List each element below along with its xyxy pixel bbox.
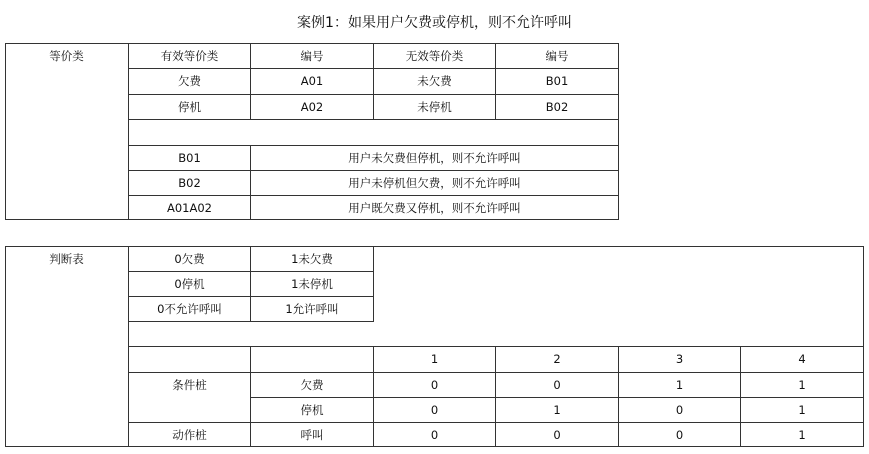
invalid-id-cell: B02 (545, 100, 569, 114)
invalid-id-cell: B01 (545, 74, 569, 88)
page-title: 案例1：如果用户欠费或停机，则不允许呼叫 (297, 15, 572, 31)
condition-value: 0 (675, 403, 684, 417)
action-value: 0 (430, 428, 439, 442)
condition-name: 停机 (300, 403, 324, 417)
action-value: 0 (675, 428, 684, 442)
header-invalid-id: 编号 (545, 49, 569, 63)
rule-column-header: 2 (553, 352, 561, 366)
header-valid-id: 编号 (300, 49, 324, 63)
rule-column-header: 4 (798, 352, 806, 366)
legend-zero: 0停机 (174, 277, 205, 291)
rule-column-header: 3 (675, 352, 684, 366)
table1-row-label: 等价类 (49, 49, 84, 63)
action-stub-label: 动作桩 (172, 428, 207, 442)
case-description: 用户未欠费但停机，则不允许呼叫 (348, 151, 521, 165)
condition-value: 1 (798, 378, 806, 392)
condition-name: 欠费 (300, 378, 324, 392)
valid-class-cell: 欠费 (178, 74, 201, 88)
legend-zero: 0不允许呼叫 (157, 302, 222, 316)
header-invalid-class: 无效等价类 (405, 49, 464, 63)
case-id: B01 (178, 151, 201, 165)
condition-value: 0 (553, 378, 561, 392)
rule-column-header: 1 (430, 352, 439, 366)
action-value: 0 (553, 428, 561, 442)
action-name: 呼叫 (300, 428, 324, 442)
valid-class-cell: 停机 (178, 100, 201, 114)
case-description: 用户未停机但欠费，则不允许呼叫 (348, 176, 521, 190)
condition-stub-label: 条件桩 (172, 378, 207, 392)
condition-value: 1 (798, 403, 806, 417)
condition-value: 0 (430, 403, 439, 417)
table2-row-label: 判断表 (49, 252, 84, 266)
case-id: B02 (178, 176, 201, 190)
condition-value: 0 (430, 378, 439, 392)
invalid-class-cell: 未停机 (417, 100, 452, 114)
action-value: 1 (798, 428, 806, 442)
invalid-class-cell: 未欠费 (417, 74, 452, 88)
legend-one: 1未欠费 (291, 252, 333, 266)
condition-value: 1 (675, 378, 684, 392)
legend-one: 1允许呼叫 (285, 302, 339, 316)
valid-id-cell: A02 (300, 100, 324, 114)
legend-zero: 0欠费 (174, 252, 205, 266)
legend-one: 1未停机 (291, 277, 333, 291)
condition-value: 1 (553, 403, 561, 417)
case-description: 用户既欠费又停机，则不允许呼叫 (348, 201, 521, 215)
valid-id-cell: A01 (300, 74, 324, 88)
header-valid-class: 有效等价类 (160, 49, 219, 63)
case-id: A01A02 (166, 201, 212, 215)
